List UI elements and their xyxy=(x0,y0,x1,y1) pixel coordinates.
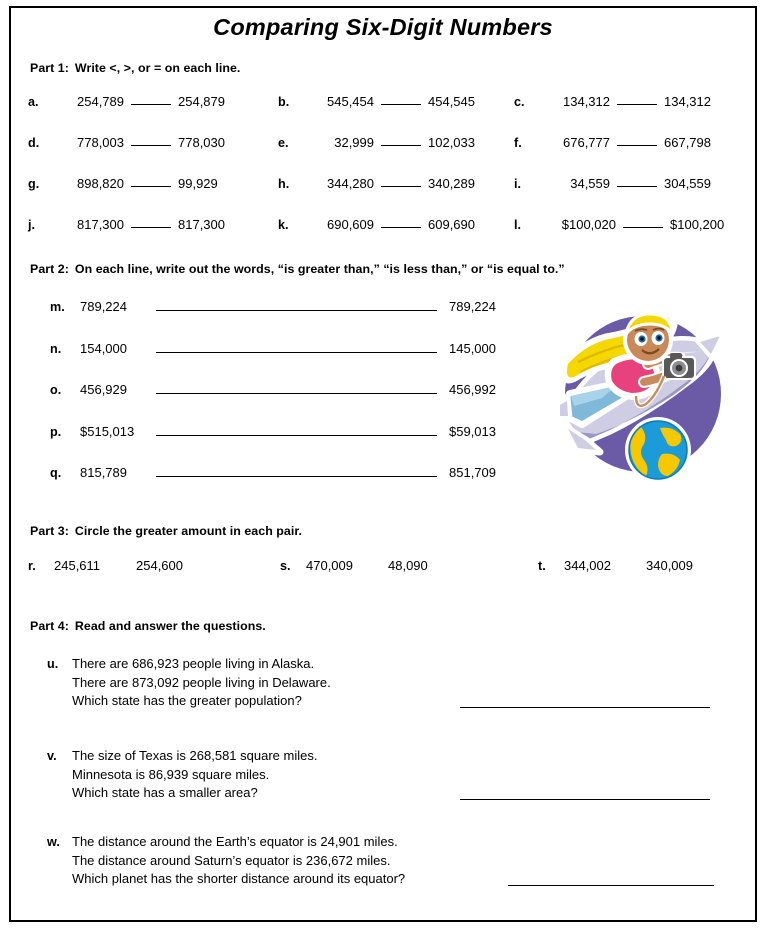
problem-letter: b. xyxy=(278,95,290,109)
comparison-blank[interactable] xyxy=(617,132,657,146)
left-number: 817,300 xyxy=(77,217,124,232)
left-number: 456,929 xyxy=(80,382,127,397)
part1-row xyxy=(28,174,742,215)
left-number: 778,003 xyxy=(77,135,124,150)
page-title: Comparing Six-Digit Numbers xyxy=(213,14,553,40)
problem-letter: a. xyxy=(28,95,39,109)
part3-label: Part 3: xyxy=(30,524,69,538)
question-line-1: There are 686,923 people living in Alaska. xyxy=(72,656,315,671)
question-line-1: The size of Texas is 268,581 square miles. xyxy=(72,748,318,763)
problem-letter: s. xyxy=(280,559,291,573)
problem-letter: g. xyxy=(28,177,40,191)
comparison-blank[interactable] xyxy=(617,91,657,105)
question-line-2: Minnesota is 86,939 square miles. xyxy=(72,766,270,782)
question-line-1: The distance around the Earth’s equator is 24,901 miles. xyxy=(72,834,398,849)
comparison-blank[interactable] xyxy=(131,214,171,228)
choice-a[interactable]: 470,009 xyxy=(306,558,353,573)
part3-row xyxy=(28,558,742,573)
right-number: 454,545 xyxy=(428,94,475,109)
comparison-blank[interactable] xyxy=(381,214,421,228)
problem-letter: u. xyxy=(47,657,59,671)
left-number: 815,789 xyxy=(80,465,127,480)
left-number: 34,559 xyxy=(570,176,610,191)
problem-j xyxy=(28,215,278,232)
problem-letter: m. xyxy=(50,300,65,314)
right-number: 102,033 xyxy=(428,135,475,150)
answer-blank[interactable] xyxy=(156,464,437,477)
right-number: 778,030 xyxy=(178,135,225,150)
problem-letter: l. xyxy=(514,218,521,232)
comparison-blank[interactable] xyxy=(131,132,171,146)
right-number: 340,289 xyxy=(428,176,475,191)
question-line-3: Which state has a smaller area? xyxy=(72,785,258,800)
left-number: $515,013 xyxy=(80,423,135,439)
problem-letter: p. xyxy=(50,424,62,439)
right-number: 145,000 xyxy=(449,340,496,356)
part3-problem-grid xyxy=(28,558,742,573)
left-number: 134,312 xyxy=(563,94,610,109)
right-number: 817,300 xyxy=(178,217,225,232)
problem-letter: w. xyxy=(47,835,60,849)
choice-b[interactable]: 48,090 xyxy=(388,558,428,573)
problem-p xyxy=(50,423,550,465)
answer-blank[interactable] xyxy=(508,885,714,886)
left-number: 32,999 xyxy=(334,135,374,150)
left-number: 545,454 xyxy=(327,94,374,109)
right-number: 254,879 xyxy=(178,94,225,109)
right-number: 609,690 xyxy=(428,217,475,232)
problem-letter: f. xyxy=(514,136,522,150)
part2-problem-grid xyxy=(50,298,550,506)
part1-label: Part 1: xyxy=(30,61,69,75)
right-number: 99,929 xyxy=(178,176,218,191)
part1-problem-grid xyxy=(28,92,742,256)
right-number: 667,798 xyxy=(664,135,711,150)
earth-globe xyxy=(625,417,691,483)
part1-row xyxy=(28,133,742,174)
problem-a xyxy=(28,92,278,109)
problem-r xyxy=(28,558,280,573)
problem-s xyxy=(280,558,538,573)
right-number: $100,200 xyxy=(670,217,725,232)
problem-letter: o. xyxy=(50,383,62,397)
problem-letter: q. xyxy=(50,466,62,480)
left-number: $100,020 xyxy=(561,217,616,232)
comparison-blank[interactable] xyxy=(131,173,171,187)
left-number: 898,820 xyxy=(77,176,124,191)
problem-letter: j. xyxy=(28,218,35,232)
right-number: 851,709 xyxy=(449,465,496,480)
answer-blank[interactable] xyxy=(156,298,437,311)
problem-f xyxy=(514,133,742,150)
choice-a[interactable]: 245,611 xyxy=(54,558,101,573)
answer-blank[interactable] xyxy=(156,381,437,394)
left-number: 154,000 xyxy=(80,340,127,356)
question-text xyxy=(72,655,331,711)
question-line-2: There are 873,092 people living in Delaware. xyxy=(72,674,331,690)
part1-instruction: Write <, >, or = on each line. xyxy=(74,61,241,75)
choice-b[interactable]: 254,600 xyxy=(136,558,183,573)
part1-heading xyxy=(30,61,240,75)
problem-letter: t. xyxy=(538,559,546,573)
problem-letter: h. xyxy=(278,177,290,191)
answer-blank[interactable] xyxy=(156,340,437,353)
problem-letter: r. xyxy=(28,559,36,573)
girl-on-rocket-illustration xyxy=(552,300,734,496)
answer-blank[interactable] xyxy=(156,423,437,436)
question-text xyxy=(72,747,317,803)
problem-letter: i. xyxy=(514,177,521,191)
comparison-blank[interactable] xyxy=(381,132,421,146)
problem-letter: n. xyxy=(50,341,62,356)
left-number: 789,224 xyxy=(80,299,127,314)
problem-letter: d. xyxy=(28,136,40,150)
problem-k xyxy=(278,215,514,232)
comparison-blank[interactable] xyxy=(623,214,663,228)
problem-l xyxy=(514,215,742,232)
part2-label: Part 2: xyxy=(30,262,69,276)
left-number: 344,280 xyxy=(327,176,374,191)
question-line-3: Which planet has the shorter distance around its equator? xyxy=(72,871,406,886)
right-number: 789,224 xyxy=(449,299,496,314)
problem-t xyxy=(538,558,738,573)
right-number: 456,992 xyxy=(449,382,496,397)
right-number: $59,013 xyxy=(449,423,496,439)
answer-blank[interactable] xyxy=(460,799,710,800)
part2-instruction: On each line, write out the words, “is greater than,” “is less than,” or “is equal to.” xyxy=(74,262,565,276)
problem-h xyxy=(278,174,514,191)
problem-letter: c. xyxy=(514,95,525,109)
problem-letter: k. xyxy=(278,218,289,232)
choice-b[interactable]: 340,009 xyxy=(646,558,693,573)
left-number: 254,789 xyxy=(77,94,124,109)
problem-c xyxy=(514,92,742,109)
question-text xyxy=(72,833,405,889)
question-line-2: The distance around Saturn’s equator is 236,672 miles. xyxy=(72,852,391,868)
problem-q xyxy=(50,464,550,506)
part1-row xyxy=(28,92,742,133)
right-number: 134,312 xyxy=(664,94,711,109)
part4-instruction: Read and answer the questions. xyxy=(74,619,266,633)
problem-e xyxy=(278,133,514,150)
problem-i xyxy=(514,174,742,191)
problem-b xyxy=(278,92,514,109)
part4-heading xyxy=(30,619,266,633)
problem-o xyxy=(50,381,550,423)
left-number: 690,609 xyxy=(327,217,374,232)
comparison-blank[interactable] xyxy=(131,91,171,105)
right-number: 304,559 xyxy=(664,176,711,191)
problem-m xyxy=(50,298,550,340)
part2-heading xyxy=(30,262,565,276)
part3-heading xyxy=(30,524,302,538)
answer-blank[interactable] xyxy=(460,707,710,708)
comparison-blank[interactable] xyxy=(617,173,657,187)
comparison-blank[interactable] xyxy=(381,173,421,187)
problem-d xyxy=(28,133,278,150)
comparison-blank[interactable] xyxy=(381,91,421,105)
problem-n xyxy=(50,340,550,382)
problem-letter: e. xyxy=(278,136,289,150)
problem-letter: v. xyxy=(47,749,57,763)
part1-row xyxy=(28,215,742,256)
question-line-3: Which state has the greater population? xyxy=(72,693,302,708)
choice-a[interactable]: 344,002 xyxy=(564,558,611,573)
left-number: 676,777 xyxy=(563,135,610,150)
problem-g xyxy=(28,174,278,191)
part4-label: Part 4: xyxy=(30,619,69,633)
part3-instruction: Circle the greater amount in each pair. xyxy=(74,524,303,538)
